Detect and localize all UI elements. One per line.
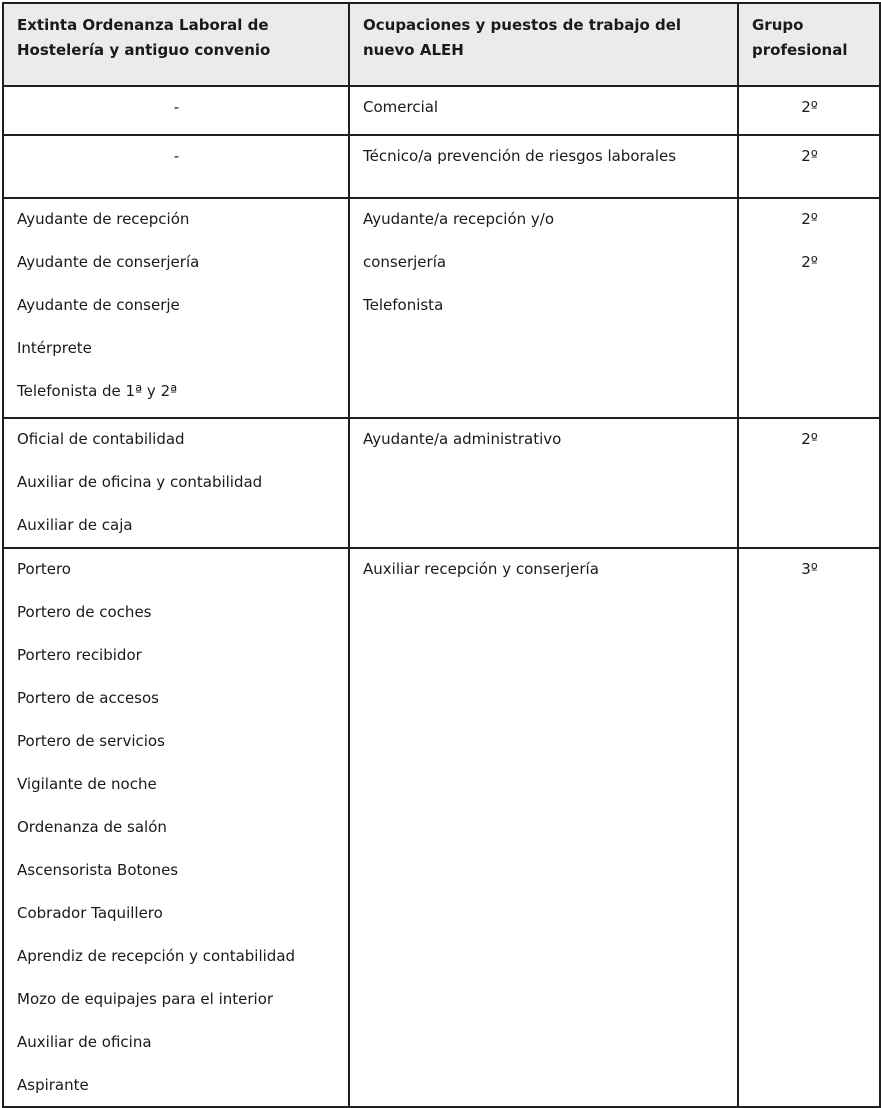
- cell-item: conserjería: [363, 253, 447, 271]
- table-header: [3, 3, 880, 86]
- table-row: [3, 198, 880, 418]
- cell-item: Portero de accesos: [17, 689, 159, 707]
- cell-item: Ayudante de conserje: [17, 296, 180, 314]
- cell-item: Aspirante: [17, 1076, 89, 1094]
- cell-item: -: [173, 98, 180, 116]
- cell-old-titles: [3, 198, 349, 418]
- cell-item: Ayudante de conserjería: [17, 253, 200, 271]
- cell-item: Telefonista de 1ª y 2ª: [17, 382, 178, 400]
- cell-item: Portero de servicios: [17, 732, 165, 750]
- cell-item: 2º: [801, 210, 818, 228]
- cell-professional-group: [738, 418, 880, 548]
- cell-item: 2º: [801, 430, 818, 448]
- cell-old-titles: [3, 86, 349, 135]
- cell-professional-group: [738, 198, 880, 418]
- cell-item: Aprendiz de recepción y contabilidad: [17, 947, 296, 965]
- table-body: [3, 86, 880, 1107]
- cell-item: Ayudante de recepción: [17, 210, 190, 228]
- cell-item: Cobrador Taquillero: [17, 904, 163, 922]
- cell-item: 2º: [801, 98, 818, 116]
- table-row: [3, 135, 880, 198]
- table-row: [3, 548, 880, 1107]
- cell-item: Ascensorista Botones: [17, 861, 179, 879]
- cell-new-titles: [349, 548, 738, 1107]
- cell-old-titles: [3, 135, 349, 198]
- cell-item: Técnico/a prevención de riesgos laborales: [363, 147, 677, 165]
- cell-professional-group: [738, 548, 880, 1107]
- cell-item: Auxiliar de oficina: [17, 1033, 152, 1051]
- job-classification-table: [2, 2, 881, 1108]
- table-row: [3, 418, 880, 548]
- cell-new-titles: [349, 198, 738, 418]
- cell-item: Ayudante/a recepción y/o: [363, 210, 555, 228]
- cell-item: 2º: [801, 253, 818, 271]
- cell-item: Mozo de equipajes para el interior: [17, 990, 274, 1008]
- cell-item: Telefonista: [363, 296, 444, 314]
- column-header-old-ordinance: Extinta Ordenanza Laboral de Hostelería y antiguo convenio: [3, 3, 349, 86]
- header-row: [3, 3, 880, 86]
- cell-item: Auxiliar de caja: [17, 516, 133, 534]
- cell-item: Auxiliar de oficina y contabilidad: [17, 473, 263, 491]
- cell-item: Intérprete: [17, 339, 92, 357]
- cell-item: -: [173, 147, 180, 165]
- cell-professional-group: [738, 86, 880, 135]
- cell-item: Ordenanza de salón: [17, 818, 167, 836]
- cell-item: Portero: [17, 560, 71, 578]
- column-header-professional-group: Grupo profesional: [738, 3, 880, 86]
- cell-item: 3º: [801, 560, 818, 578]
- cell-item: Ayudante/a administrativo: [363, 430, 562, 448]
- cell-item: Portero recibidor: [17, 646, 142, 664]
- cell-item: Oficial de contabilidad: [17, 430, 185, 448]
- cell-item: Vigilante de noche: [17, 775, 157, 793]
- cell-professional-group: [738, 135, 880, 198]
- column-header-new-aleh: Ocupaciones y puestos de trabajo del nuevo ALEH: [349, 3, 738, 86]
- cell-new-titles: [349, 418, 738, 548]
- table-row: [3, 86, 880, 135]
- cell-item: Portero de coches: [17, 603, 152, 621]
- cell-item: Auxiliar recepción y conserjería: [363, 560, 599, 578]
- cell-new-titles: [349, 86, 738, 135]
- cell-old-titles: [3, 548, 349, 1107]
- cell-new-titles: [349, 135, 738, 198]
- cell-item: 2º: [801, 147, 818, 165]
- cell-item: Comercial: [363, 98, 439, 116]
- cell-old-titles: [3, 418, 349, 548]
